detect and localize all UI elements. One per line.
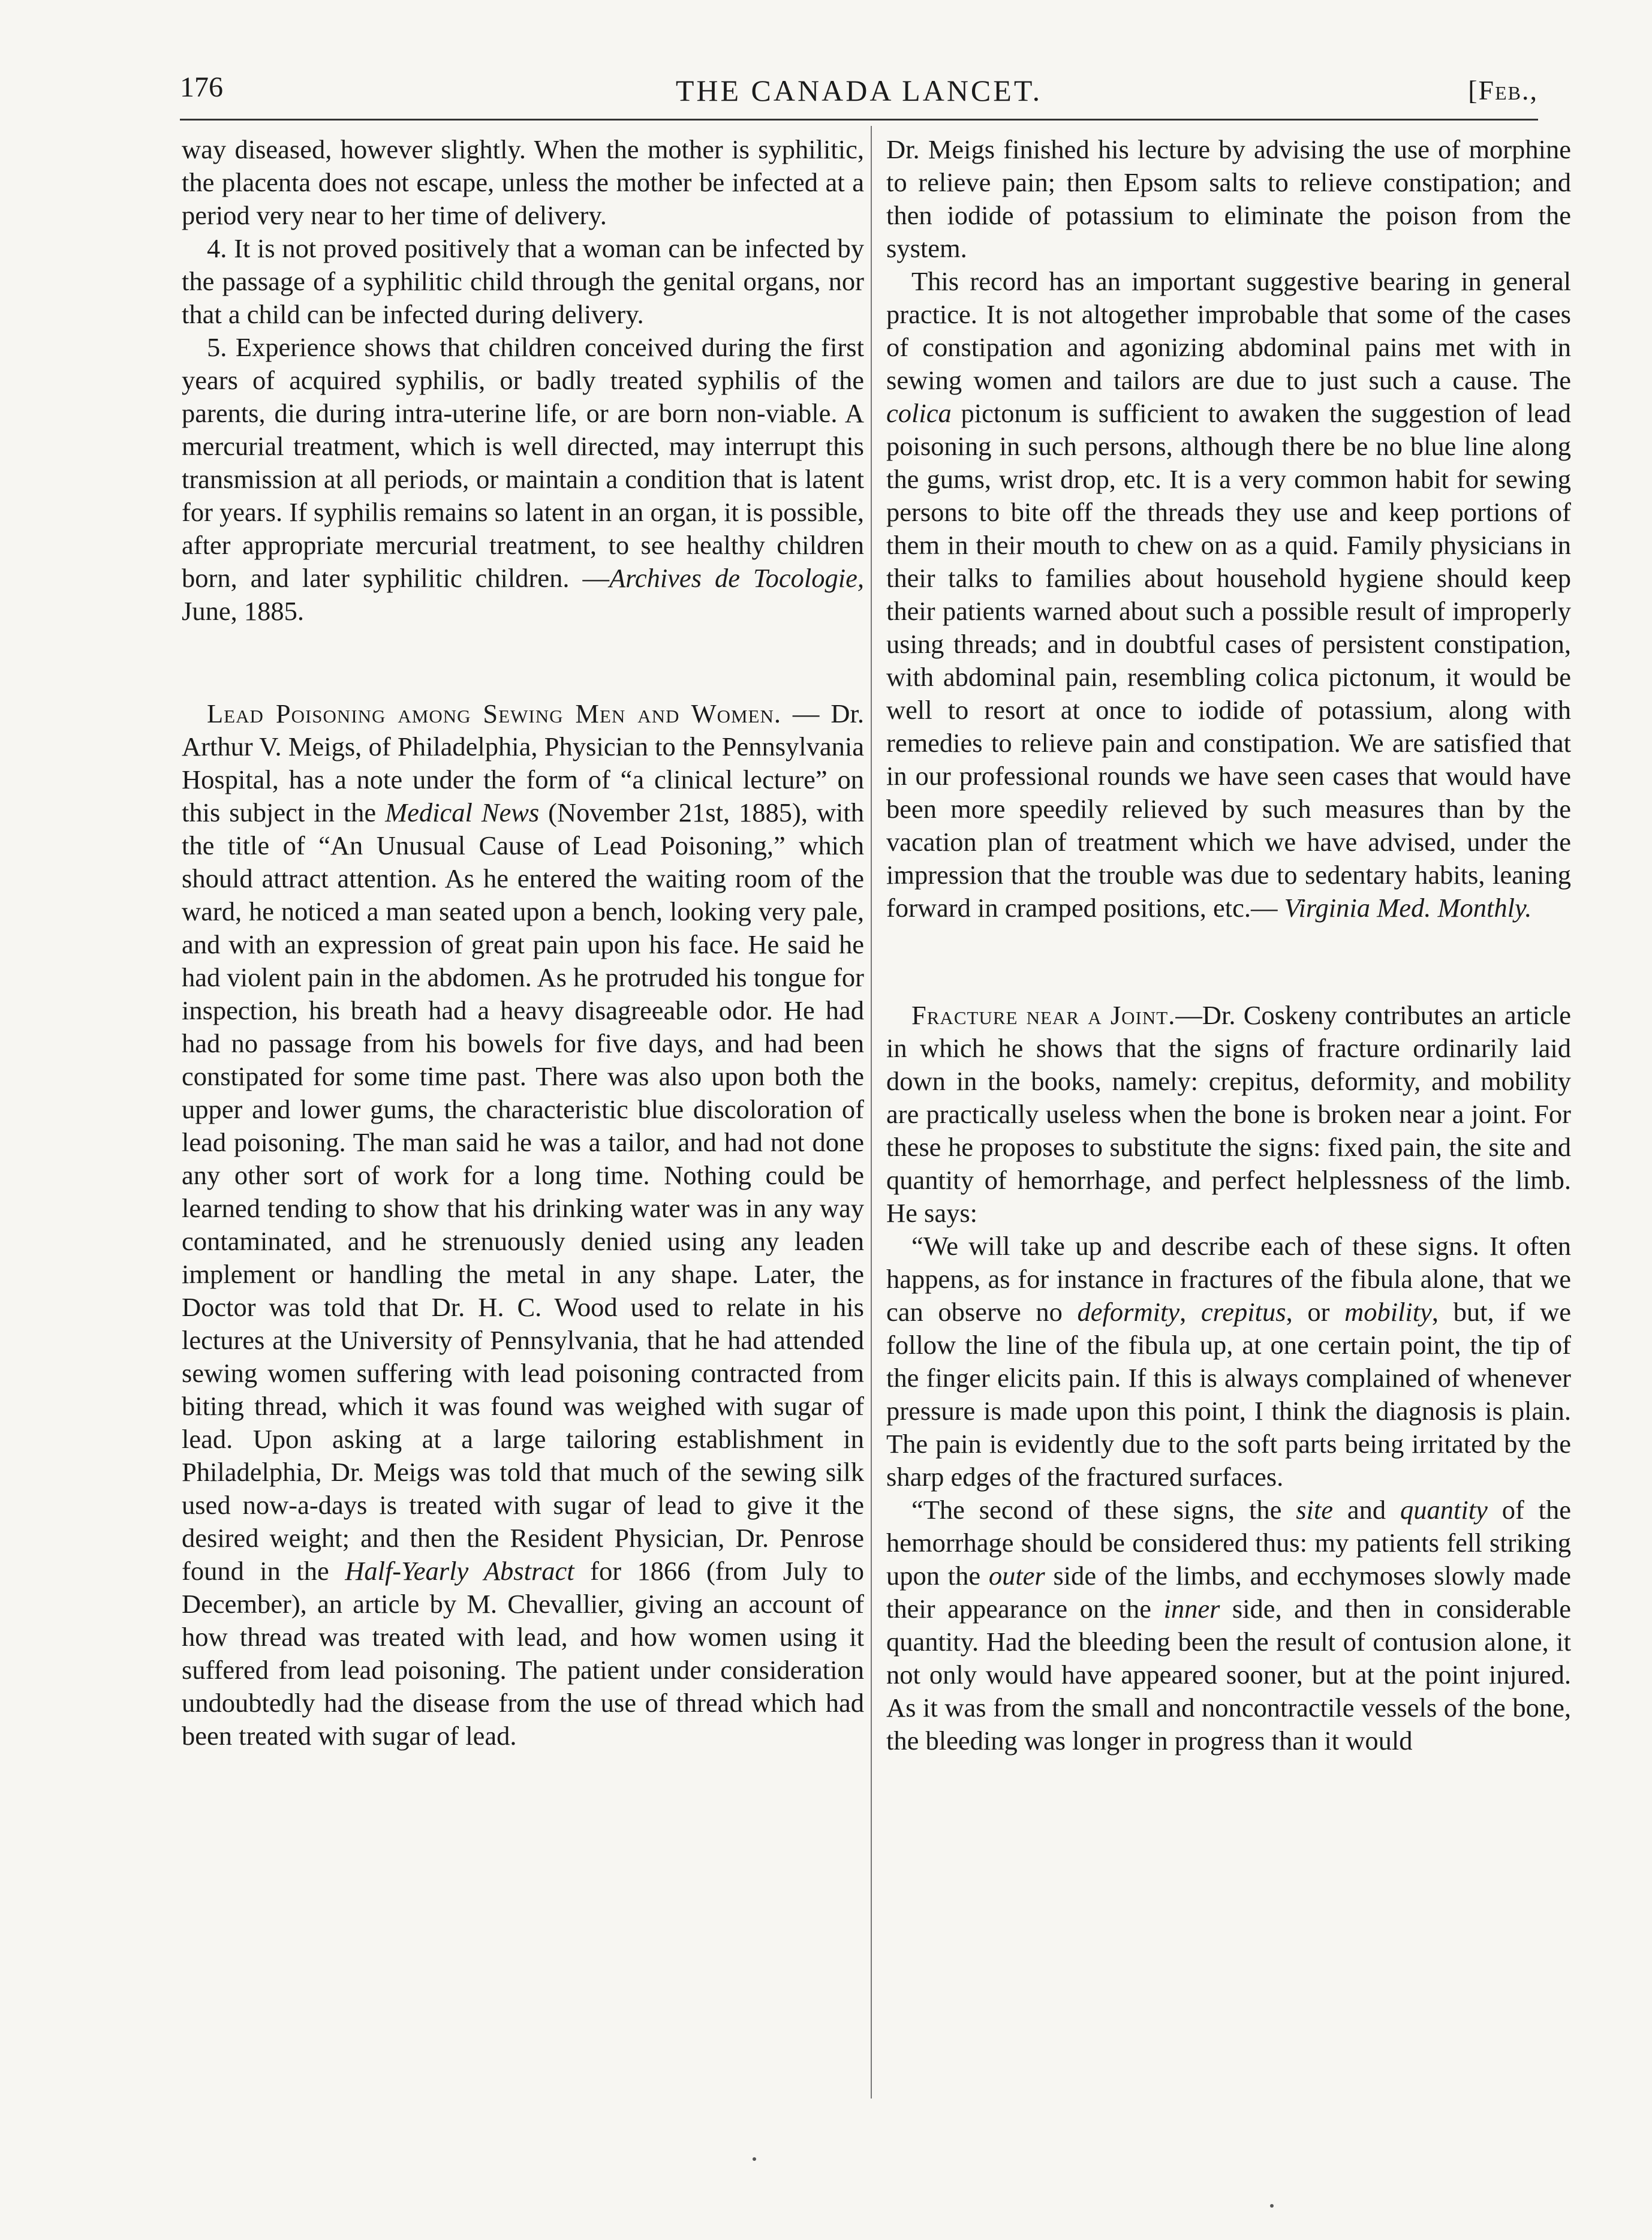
mobility-term: mobility bbox=[1344, 1297, 1432, 1327]
section-spacer bbox=[182, 628, 864, 697]
quote1-text-2: , but, if we follow the line of the fibula up, at one certain point, the tip of the finger elicits pain. If this is always complained of whenever pressure is made upon this point, I think the diagnosis is plain. The pain is evidently due to the soft parts being irritated by the sharp edges of the fractured surfaces. bbox=[886, 1297, 1571, 1492]
half-yearly-abstract-title: Half-Yearly Abstract bbox=[345, 1556, 574, 1586]
right-column bbox=[886, 133, 1571, 1757]
column-divider bbox=[871, 126, 872, 2099]
fracture-text: —Dr. Coskeny contributes an article in which he shows that the signs of fracture ordinarily laid down in the books, namely: crepitus, deformity, and mobility are practically useless when the bone is broken near a joint. For these he proposes to substitute the signs: fixed pain, the site and quantity of hemorrhage, and perfect helplessness of the limb. He says: bbox=[886, 1000, 1571, 1228]
colica-term: colica bbox=[886, 398, 952, 428]
header-month: [Feb., bbox=[1468, 75, 1538, 106]
fracture-article bbox=[886, 999, 1571, 1230]
commentary-text-2: pictonum is sufficient to awaken the suggestion of lead poisoning in such persons, although there be no blue line along the gums, wrist drop, etc. It is a very common habit for sewing persons to bite off the threads they use and keep portions of them in their mouth to chew on as a quid. Family physicians in their talks to families about household hygiene should keep their patients warned about such a possible result of improperly using threads; and in doubtful cases of persistent constipation, with abdominal pain, resembling colica pictonum, it would be well to resort at once to iodide of potassium, along with remedies to relieve pain and constipation. We are satisfied that in our professional rounds we have seen cases that would have been more speedily relieved by such measures than by the vacation plan of treatment which we have advised, under the impression that the trouble was due to sedentary habits, leaning forward in cramped positions, etc.— bbox=[886, 398, 1571, 923]
fracture-heading: Fracture near a Joint. bbox=[911, 1000, 1176, 1030]
meigs-conclusion-paragraph: Dr. Meigs finished his lecture by advising the use of morphine to relieve pain; then Epsom salts to relieve constipation; and then iodide of potassium to eliminate the poison from the system. bbox=[886, 134, 1571, 263]
deformity-term: deformity bbox=[1077, 1297, 1180, 1327]
section-spacer bbox=[886, 925, 1571, 999]
lead-text-1: — Dr. Arthur V. Meigs, of Philadelphia, Physician to the Pennsylvania Hospital, has a note under the form of “a clinical lecture” on this subject in the bbox=[182, 699, 864, 827]
crepitus-term: crepitus bbox=[1200, 1297, 1286, 1327]
left-column bbox=[182, 133, 864, 1753]
running-header bbox=[180, 71, 1538, 119]
fracture-quote-paragraph-2 bbox=[886, 1494, 1571, 1757]
practice-commentary-paragraph bbox=[886, 265, 1571, 925]
quote2-text-3: side of the limbs, and ecchymoses slowly made their appearance on the bbox=[886, 1561, 1571, 1624]
quote1-sep-1: , bbox=[1179, 1297, 1201, 1327]
syphilis-point-4: 4. It is not proved positively that a woman can be infected by the passage of a syphilitic child through the genital organs, nor that a child can be infected during delivery. bbox=[182, 233, 864, 329]
quote1-sep-2: , or bbox=[1286, 1297, 1345, 1327]
scan-speck bbox=[1270, 2204, 1274, 2208]
syphilis-point-5 bbox=[182, 331, 864, 628]
lead-text-2: (November 21st, 1885), with the title of “An Unusual Cause of Lead Poisoning,” which should attract attention. As he entered the waiting room of the ward, he noticed a man seated upon a bench, looking very pale, and with an expression of great pain upon his face. He said he had violent pain in the abdomen. As he protruded his tongue for inspection, his breath had a heavy disagreeable odor. He had had no passage from his bowels for five days, and had been constipated for some time past. There was also upon both the upper and lower gums, the characteristic blue discoloration of lead poisoning. The man said he was a tailor, and had not done any other sort of work for a long time. Nothing could be learned tending to show that his drinking water was in any way contaminated, and he strenuously denied using any leaden implement or handling the metal in any shape. Later, the Doctor was told that Dr. H. C. Wood used to relate in his lectures at the University of Pennsylvania, that he had attended sewing women suffering with lead poisoning contracted from biting thread, which it was found was weighed with sugar of lead. Upon asking at a large tailoring establishment in Philadelphia, Dr. Meigs was told that much of the sewing silk used now-a-days is treated with sugar of lead to give it the desired weight; and then the Resident Physician, Dr. Penrose found in the bbox=[182, 797, 864, 1586]
journal-title: THE CANADA LANCET. bbox=[675, 74, 1043, 107]
fracture-quote-paragraph-1 bbox=[886, 1230, 1571, 1494]
source-date: June, 1885. bbox=[182, 596, 304, 626]
quote1-text-1: “We will take up and describe each of these signs. It often happens, as for instance in fractures of the fibula alone, that we can observe no bbox=[886, 1231, 1571, 1327]
page-number: 176 bbox=[180, 71, 223, 103]
quote2-text-1: “The second of these signs, the bbox=[911, 1495, 1296, 1525]
lead-poisoning-article bbox=[182, 697, 864, 1753]
inner-term: inner bbox=[1163, 1594, 1220, 1624]
lead-poisoning-heading: Lead Poisoning among Sewing Men and Women. bbox=[207, 699, 781, 728]
site-term: site bbox=[1296, 1495, 1333, 1525]
scan-speck bbox=[753, 2157, 756, 2161]
commentary-text-1: This record has an important suggestive bearing in general practice. It is not altogether improbable that some of the cases of constipation and agonizing abdominal pains met with in sewing women and tailors are due to just such a cause. The bbox=[886, 266, 1571, 395]
virginia-monthly-citation: Virginia Med. Monthly. bbox=[1284, 893, 1532, 923]
syphilis-continuation-paragraph: way diseased, however slightly. When the mother is syphilitic, the placenta does not escape, unless the mother be infected at a period very near to her time of delivery. bbox=[182, 134, 864, 230]
syphilis-point-5-text: 5. Experience shows that children conceived during the first years of acquired syphilis, or badly treated syphilis of the parents, die during intra-uterine life, or are born non-viable. A mercurial treatment, which is well directed, may interrupt this transmission at all periods, or maintain a condition that is latent for years. If syphilis remains so latent in an organ, it is possible, after appropriate mercurial treatment, to see healthy children born, and later syphilitic children. — bbox=[182, 332, 864, 593]
header-rule bbox=[180, 119, 1538, 121]
outer-term: outer bbox=[988, 1561, 1045, 1591]
quantity-term: quantity bbox=[1400, 1495, 1488, 1525]
lead-text-3: for 1866 (from July to December), an article by M. Chevallier, giving an account of how thread was treated with lead, and how women using it suffered from lead poisoning. The patient under consideration undoubtedly had the disease from the use of thread which had been treated with sugar of lead. bbox=[182, 1556, 864, 1751]
quote2-text-2: of the hemorrhage should be considered thus: my patients fell striking upon the bbox=[886, 1495, 1571, 1591]
quote2-text-4: side, and then in considerable quantity. Had the bleeding been the result of contusion alone, it not only would have appeared sooner, but at the point injured. As it was from the small and noncontractile vessels of the bone, the bleeding was longer in progress than it would bbox=[886, 1594, 1571, 1756]
medical-news-title: Medical News bbox=[385, 797, 540, 827]
source-citation: Archives de Tocologie, bbox=[609, 563, 864, 593]
quote2-and: and bbox=[1333, 1495, 1400, 1525]
